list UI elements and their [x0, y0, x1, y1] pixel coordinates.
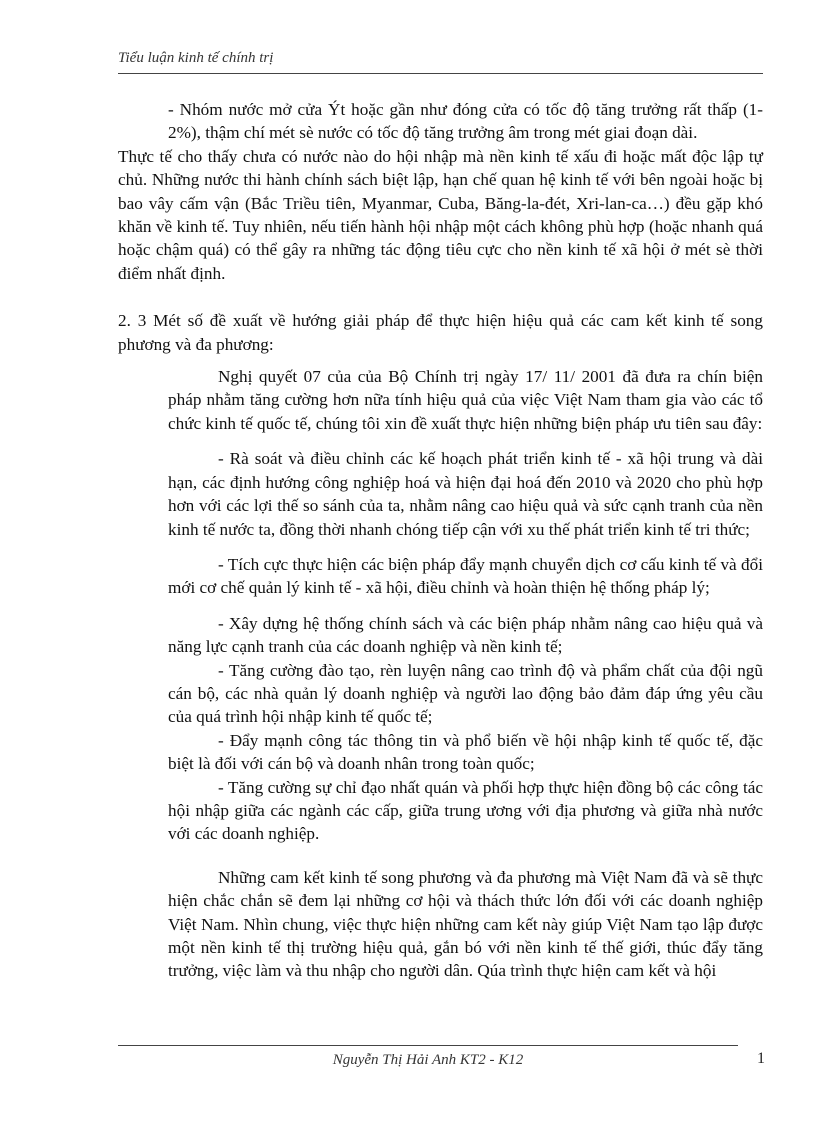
page-number: 1	[757, 1050, 765, 1067]
footer-divider	[118, 1045, 738, 1046]
paragraph-conclusion: Những cam kết kinh tế song phương và đa phương mà Việt Nam đã và sẽ thực hiện chắc chắn sẽ đem lại những cơ hội và thách thức lớn đối với các doanh nghiệp Việt Nam. Nhìn chung, việc thực hiện những cam kết này giúp Việt Nam tạo lập được một nền kinh tế thị trường hiệu quả, gắn bó với nền kinh tế thế giới, thúc đẩy tăng trưởng, việc làm và thu nhập cho người dân. Qúa trình thực hiện cam kết và hội	[168, 867, 763, 981]
paragraph-reality: Thực tế cho thấy chưa có nước nào do hội nhập mà nền kinh tế xấu đi hoặc mất độc lập tự chủ. Những nước thi hành chính sách biệt lập, hạn chế quan hệ kinh tế với bên ngoài hoặc bị bao vây cấm vận (Bắc Triều tiên, Myanmar, Cuba, Băng-la-đét, Xri-lan-ca…) đều gặp khó khăn về kinh tế. Tuy nhiên, nếu tiến hành hội nhập một cách không phù hợp (hoặc nhanh quá hoặc chậm quá) có thể gây ra những tác động tiêu cực cho nền kinh tế xã hội ở mét sè thời điểm nhất định.	[118, 146, 763, 283]
page-header-title: Tiểu luận kinh tế chính trị	[118, 50, 274, 66]
document-body	[118, 98, 763, 983]
header-divider	[118, 73, 763, 74]
section-heading-2-3: 2. 3 Mét số đề xuất về hướng giải pháp để thực hiện hiệu quả các cam kết kinh tế song phương và đa phương:	[118, 311, 763, 354]
measure-item-6: - Tăng cường sự chỉ đạo nhất quán và phối hợp thực hiện đồng bộ các công tác hội nhập giữa các ngành các cấp, giữa trung ương với địa phương và giữa nhà nước với các doanh nghiệp.	[168, 777, 763, 844]
footer-author: Nguyễn Thị Hải Anh KT2 - K12	[332, 1052, 524, 1068]
measure-item-5: - Đẩy mạnh công tác thông tin và phổ biến về hội nhập kinh tế quốc tế, đặc biệt là đối với cán bộ và doanh nhân trong toàn quốc;	[168, 730, 763, 774]
measure-item-4: - Tăng cường đào tạo, rèn luyện nâng cao trình độ và phẩm chất của đội ngũ cán bộ, các nhà quản lý doanh nghiệp và người lao động bảo đảm đáp ứng yêu cầu của quá trình hội nhập kinh tế quốc tế;	[168, 660, 763, 727]
paragraph-resolution-07: Nghị quyết 07 của của Bộ Chính trị ngày 17/ 11/ 2001 đã đưa ra chín biện pháp nhằm tăng cường hơn nữa tính hiệu quả của việc Việt Nam tham gia vào các tổ chức kinh tế quốc tế, chúng tôi xin đề xuất thực hiện những biện pháp ưu tiên sau đây:	[168, 367, 763, 433]
measure-item-2: - Tích cực thực hiện các biện pháp đẩy mạnh chuyển dịch cơ cấu kinh tế và đổi mới cơ chế quản lý kinh tế - xã hội, điều chỉnh và hoàn thiện hệ thống pháp lý;	[168, 554, 763, 598]
measure-item-3: - Xây dựng hệ thống chính sách và các biện pháp nhằm nâng cao hiệu quả và năng lực cạnh tranh của các doanh nghiệp và nền kinh tế;	[168, 613, 763, 657]
paragraph-closed-countries: - Nhóm nước mở cửa Ýt hoặc gần như đóng cửa có tốc độ tăng trưởng rất thấp (1-2%), thậm chí mét sè nước có tốc độ tăng trưởng âm trong mét giai đoạn dài.	[168, 100, 763, 143]
measure-item-1: - Rà soát và điều chỉnh các kế hoạch phát triển kinh tế - xã hội trung và dài hạn, các định hướng công nghiệp hoá và hiện đại hoá đến 2010 và 2020 cho phù hợp hơn với các lợi thế so sánh của ta, nhằm nâng cao hiệu quả và sức cạnh tranh của nền kinh tế nước ta, đồng thời nhanh chóng tiếp cận với xu thế phát triển kinh tế tri thức;	[168, 449, 763, 539]
